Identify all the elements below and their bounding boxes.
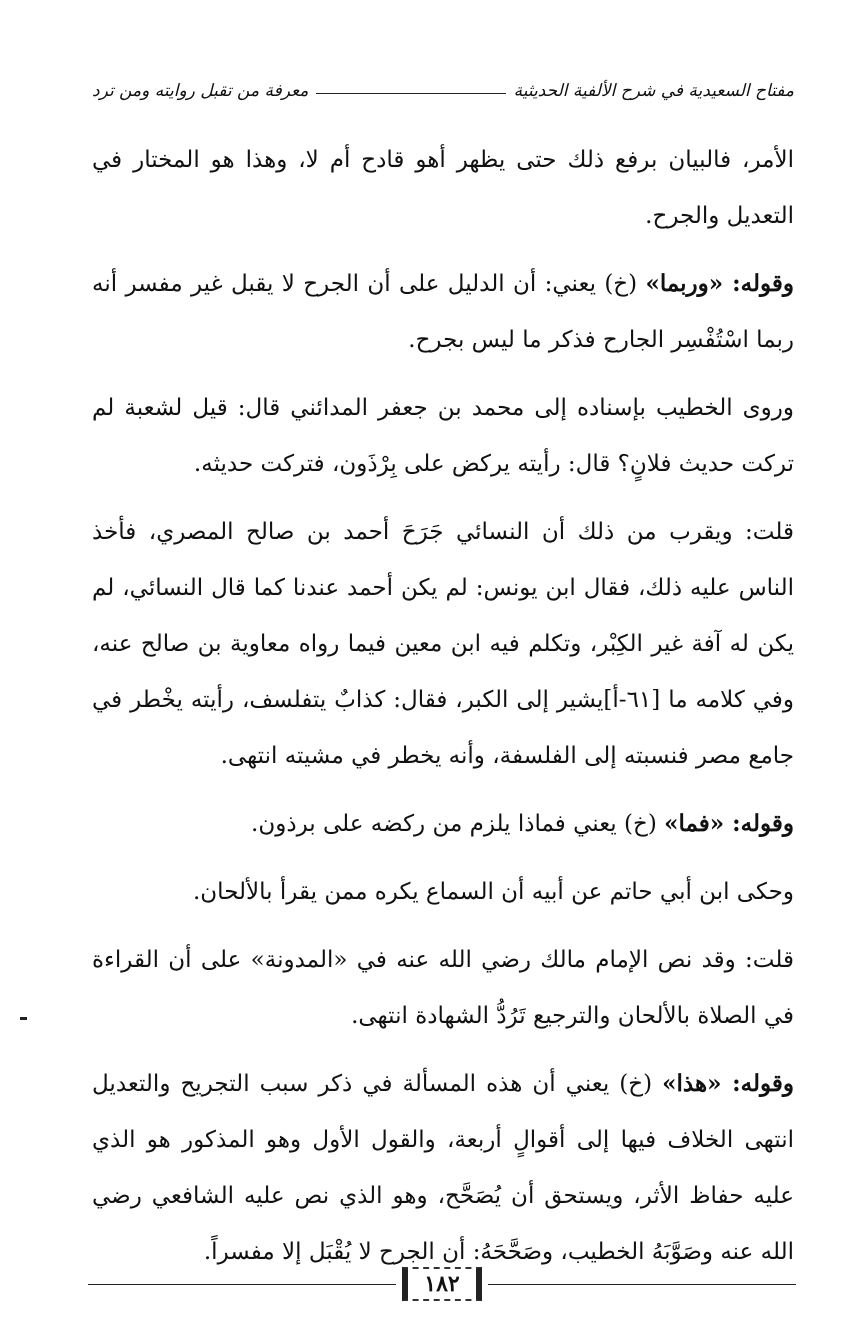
body-text (92, 132, 794, 1280)
footer-rule-left (88, 1284, 396, 1285)
paragraph: وقوله: «فما» (خ) يعني فماذا يلزم من ركضه على برذون. (251, 810, 794, 837)
paragraph: وقوله: «هذا» (خ) يعني أن هذه المسألة في ذكر سبب التجريح والتعديل انتهى الخلاف فيها إلى أقوالٍ أربعة، والقول الأول وهو المذكور هو الذي عليه حفاظ الأثر، ويستحق أن يُصَحَّح، وهو الذي نص عليه الشافعي رضي الله عنه وصَوَّبَهُ الخطيب، وصَحَّحَهُ: أن الجرح لا يُقْبَل إلا مفسراً. (92, 1070, 794, 1265)
paragraph: الأمر، فالبيان برفع ذلك حتى يظهر أهو قادح أم لا، وهذا هو المختار في التعديل والجرح. (92, 147, 794, 229)
header-rule (316, 93, 505, 94)
header-chapter-title: معرفة من تقبل روايته ومن ترد (92, 81, 309, 101)
page-footer (88, 1264, 796, 1304)
page-number: ١٨٢ (402, 1267, 481, 1301)
footer-rule-right (488, 1284, 796, 1285)
paragraph: وحكى ابن أبي حاتم عن أبيه أن السماع يكره ممن يقرأ بالألحان. (192, 879, 794, 905)
margin-speck (20, 1017, 27, 1020)
header-book-title: مفتاح السعيدية في شرح الألفية الحديثية (513, 81, 794, 101)
paragraph: وقوله: «وربما» (خ) يعني: أن الدليل على أن الجرح لا يقبل غير مفسر أنه ربما اسْتُفْسِر الجارح فذكر ما ليس بجرح. (92, 270, 794, 353)
paragraph-lead: وقوله: «فما» (664, 810, 794, 837)
paragraph: قلت: وقد نص الإمام مالك رضي الله عنه في «المدونة» على أن القراءة في الصلاة بالألحان والترجيع تَرُدُّ الشهادة انتهى. (92, 947, 794, 1029)
paragraph: وروى الخطيب بإسناده إلى محمد بن جعفر المدائني قال: قيل لشعبة لم تركت حديث فلانٍ؟ قال: رأيته يركض على بِرْذَون، فتركت حديثه. (92, 395, 794, 477)
paragraph: قلت: ويقرب من ذلك أن النسائي جَرَحَ أحمد بن صالح المصري، فأخذ الناس عليه ذلك، فقال ابن يونس: لم يكن أحمد عندنا كما قال النسائي، لم يكن له آفة غير الكِبْر، وتكلم فيه ابن معين فيما رواه معاوية بن صالح عنه، وفي كلامه ما [٦١-أ]يشير إلى الكبر، فقال: كذابٌ يتفلسف، رأيته يخْطر في جامع مصر فنسبته إلى الفلسفة، وأنه يخطر في مشيته انتهى. (92, 519, 794, 769)
paragraph-lead: وقوله: «هذا» (662, 1070, 794, 1097)
paragraph-lead: وقوله: «وربما» (645, 270, 794, 297)
running-header (92, 76, 794, 106)
